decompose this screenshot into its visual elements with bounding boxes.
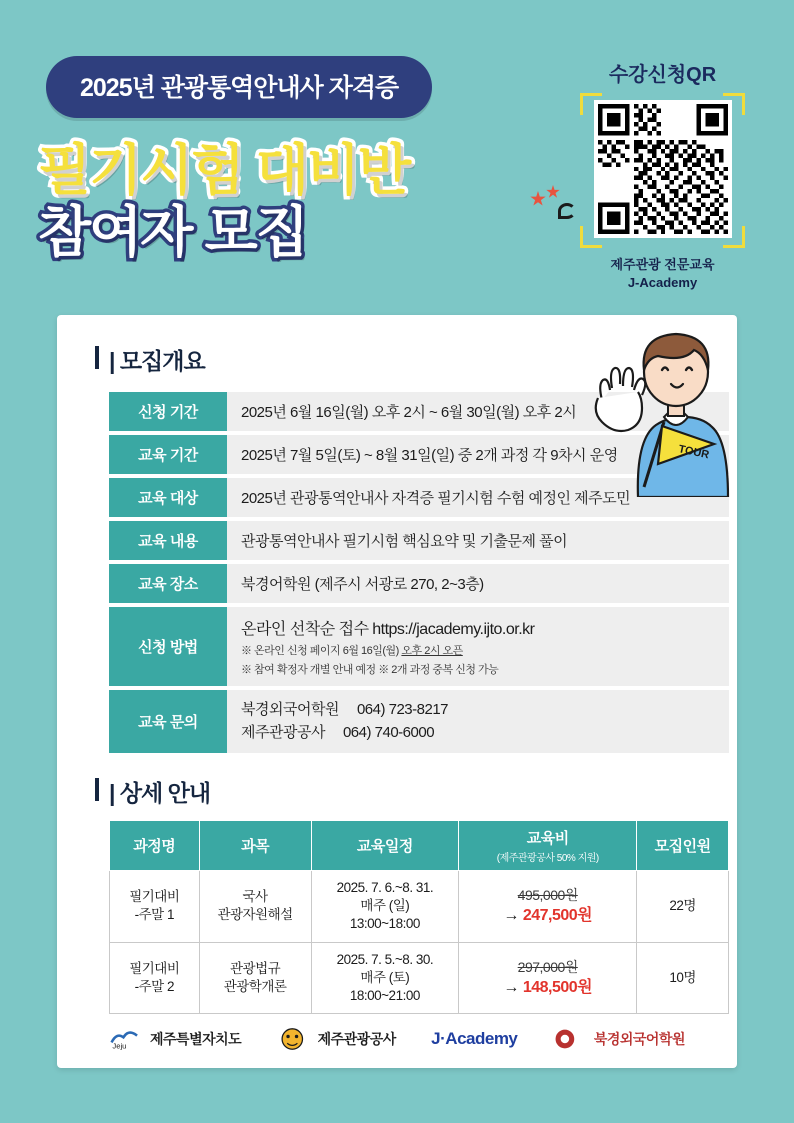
- detail-table-wrap: [109, 820, 711, 1014]
- row-label: 신청 방법: [109, 607, 227, 686]
- cell-subject: 관광법규 관광학개론: [199, 942, 311, 1014]
- jto-logo-icon: [277, 1026, 311, 1052]
- logo-label: 제주특별자치도: [150, 1031, 242, 1047]
- qr-frame: [580, 93, 745, 248]
- svg-text:Jeju: Jeju: [112, 1041, 127, 1051]
- qr-caption-line1: 제주관광 전문교육: [610, 257, 715, 272]
- col-subject: 과목: [199, 821, 311, 871]
- col-schedule: 교육일정: [311, 821, 459, 871]
- table-row: [109, 564, 729, 603]
- row-value: 관광통역안내사 필기시험 핵심요약 및 기출문제 풀이: [227, 521, 729, 560]
- apply-method-text: 온라인 선착순 접수: [241, 621, 369, 638]
- row-value: 2025년 7월 5일(토) ~ 8월 31일(일) 중 2개 과정 각 9차시 운영: [227, 435, 729, 474]
- qr-block: [575, 58, 750, 291]
- table-row: [110, 942, 729, 1014]
- main-title-line2: 참여자 모집: [38, 200, 307, 263]
- qr-caption: [575, 256, 750, 291]
- logo-bukgyeong-language-school: [553, 1026, 685, 1052]
- logo-j-academy: [431, 1029, 517, 1049]
- page-title: [38, 140, 409, 263]
- cell-capacity: 22명: [637, 871, 729, 943]
- row-value: 북경어학원 (제주시 서광로 270, 2~3층): [227, 564, 729, 603]
- apply-note-1: ※ 온라인 신청 페이지 6월 16일(월) 오후 2시 오픈: [241, 645, 463, 657]
- table-row: [110, 871, 729, 943]
- apply-note-2: ※ 참여 확정자 개별 안내 예정 ※ 2개 과정 중복 신청 가능: [241, 664, 499, 676]
- row-value: 2025년 관광통역안내사 자격증 필기시험 수험 예정인 제주도민: [227, 478, 729, 517]
- poster-header: [0, 0, 794, 310]
- cell-fee: 297,000원 → 148,500원: [459, 942, 637, 1014]
- cell-capacity: 10명: [637, 942, 729, 1014]
- qr-code-icon[interactable]: [594, 100, 732, 238]
- detail-table: [109, 820, 729, 1014]
- sparkle-decoration-icon: [530, 185, 580, 230]
- apply-url[interactable]: https://jacademy.ijto.or.kr: [372, 621, 535, 638]
- cell-schedule: 2025. 7. 6.~8. 31. 매주 (일) 13:00~18:00: [311, 871, 459, 943]
- row-value: [227, 607, 729, 686]
- cell-course: 필기대비 -주말 2: [110, 942, 200, 1014]
- cell-fee: 495,000원 → 247,500원: [459, 871, 637, 943]
- row-label: 교육 대상: [109, 478, 227, 517]
- logo-label: 제주관광공사: [317, 1031, 396, 1047]
- table-row-apply: [109, 607, 729, 686]
- subtitle-pill: 2025년 관광통역안내사 자격증: [46, 56, 432, 118]
- col-capacity: 모집인원: [637, 821, 729, 871]
- table-header-row: [110, 821, 729, 871]
- row-label: 신청 기간: [109, 392, 227, 431]
- logo-jeju-special-province: [109, 1026, 241, 1052]
- contact-line-2: 제주관광공사 064) 740-6000: [241, 723, 435, 741]
- cell-course: 필기대비 -주말 1: [110, 871, 200, 943]
- main-title-line1: 필기시험 대비반: [38, 139, 410, 201]
- row-value: [227, 690, 729, 753]
- logo-label: 북경외국어학원: [593, 1031, 685, 1047]
- table-row-contact: [109, 690, 729, 753]
- logo-jeju-tourism-organization: [277, 1026, 396, 1052]
- bukgyeong-logo-icon: [553, 1026, 587, 1052]
- mascot-illustration: [586, 322, 766, 497]
- overview-section-title: | 모집개요: [109, 343, 707, 376]
- detail-section-title: | 상세 안내: [109, 775, 707, 808]
- col-fee: 교육비 (제주관광공사 50% 지원): [459, 821, 637, 871]
- contact-line-1: 북경외국어학원 064) 723-8217: [241, 701, 449, 718]
- row-label: 교육 장소: [109, 564, 227, 603]
- qr-caption-line2: J-Academy: [627, 274, 698, 290]
- row-label: 교육 기간: [109, 435, 227, 474]
- col-course: 과정명: [110, 821, 200, 871]
- row-label: 교육 내용: [109, 521, 227, 560]
- logo-bar: [87, 1026, 707, 1052]
- cell-subject: 국사 관광자원해설: [199, 871, 311, 943]
- table-row: [109, 521, 729, 560]
- logo-label: J·Academy: [431, 1029, 518, 1048]
- row-value: 2025년 6월 16일(월) 오후 2시 ~ 6월 30일(월) 오후 2시: [227, 392, 729, 431]
- cell-schedule: 2025. 7. 5.~8. 30. 매주 (토) 18:00~21:00: [311, 942, 459, 1014]
- row-label: 교육 문의: [109, 690, 227, 753]
- flag-label: TOUR: [677, 443, 711, 462]
- qr-label: 수강신청QR: [608, 64, 717, 86]
- jeju-logo-icon: [109, 1026, 143, 1052]
